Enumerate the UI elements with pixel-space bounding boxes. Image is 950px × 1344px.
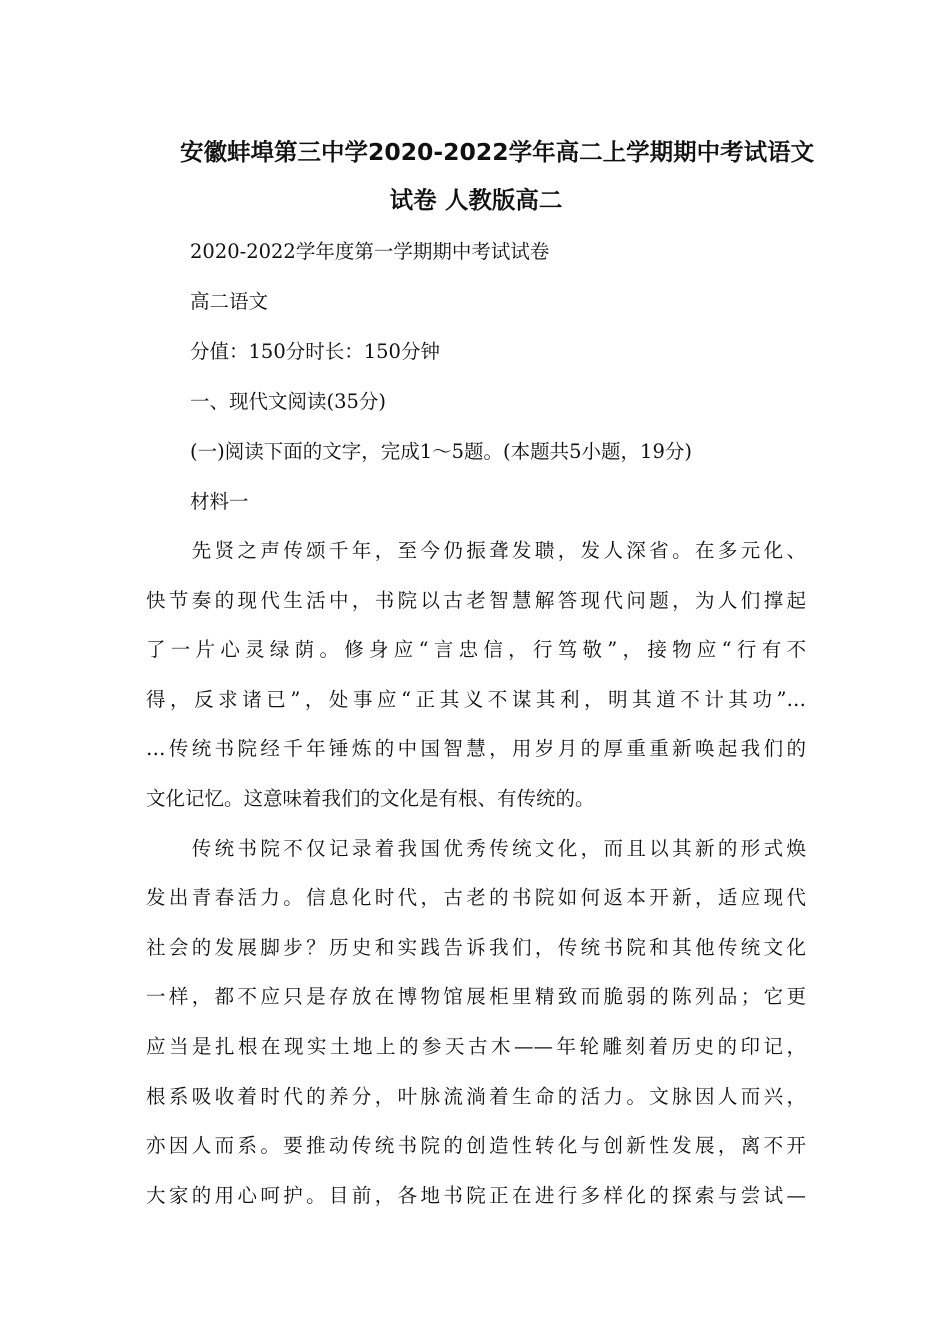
paragraph-2-line: 大家的用心呵护。目前，各地书院正在进行多样化的探索与尝试— <box>146 1184 806 1207</box>
paragraph-2-line: 亦因人而系。要推动传统书院的创造性转化与创新性发展，离不开 <box>146 1134 806 1157</box>
section-heading: 一、现代文阅读(35分) <box>190 390 387 413</box>
paragraph-1-line: 了一片心灵绿荫。修身应“言忠信，行笃敬”，接物应“行有不 <box>146 638 806 661</box>
question-instruction: (一)阅读下面的文字，完成1～5题。(本题共5小题，19分) <box>190 440 692 463</box>
paragraph-2-line: 社会的发展脚步？历史和实践告诉我们，传统书院和其他传统文化 <box>146 936 806 959</box>
paragraph-1-line: …传统书院经千年锤炼的中国智慧，用岁月的厚重重新唤起我们的 <box>146 737 806 760</box>
material-label: 材料一 <box>190 490 249 513</box>
paragraph-2-line: 发出青春活力。信息化时代，古老的书院如何返本开新，适应现代 <box>146 886 806 909</box>
paragraph-1-line: 快节奏的现代生活中，书院以古老智慧解答现代问题，为人们撑起 <box>146 589 806 612</box>
paragraph-1-line: 文化记忆。这意味着我们的文化是有根、有传统的。 <box>146 787 595 810</box>
score-duration-line: 分值：150分时长：150分钟 <box>190 340 440 363</box>
paragraph-1-line: 先贤之声传颂千年，至今仍振聋发聩，发人深省。在多元化、 <box>146 539 806 562</box>
exam-year-line: 2020-2022学年度第一学期期中考试试卷 <box>190 240 550 263</box>
paragraph-2-line: 应当是扎根在现实土地上的参天古木——年轮雕刻着历史的印记， <box>146 1035 806 1058</box>
paragraph-2-line: 传统书院不仅记录着我国优秀传统文化，而且以其新的形式焕 <box>146 837 806 860</box>
document-title-line-2: 试卷 人教版高二 <box>389 186 563 214</box>
paragraph-1-line: 得，反求诸已”，处事应“正其义不谋其利，明其道不计其功”… <box>146 688 806 711</box>
paragraph-2-line: 根系吸收着时代的养分，叶脉流淌着生命的活力。文脉因人而兴， <box>146 1085 806 1108</box>
document-title-line-1: 安徽蚌埠第三中学2020-2022学年高二上学期期中考试语文 <box>180 138 815 166</box>
paragraph-2-line: 一样，都不应只是存放在博物馆展柜里精致而脆弱的陈列品；它更 <box>146 985 806 1008</box>
subject-line: 高二语文 <box>190 290 269 313</box>
